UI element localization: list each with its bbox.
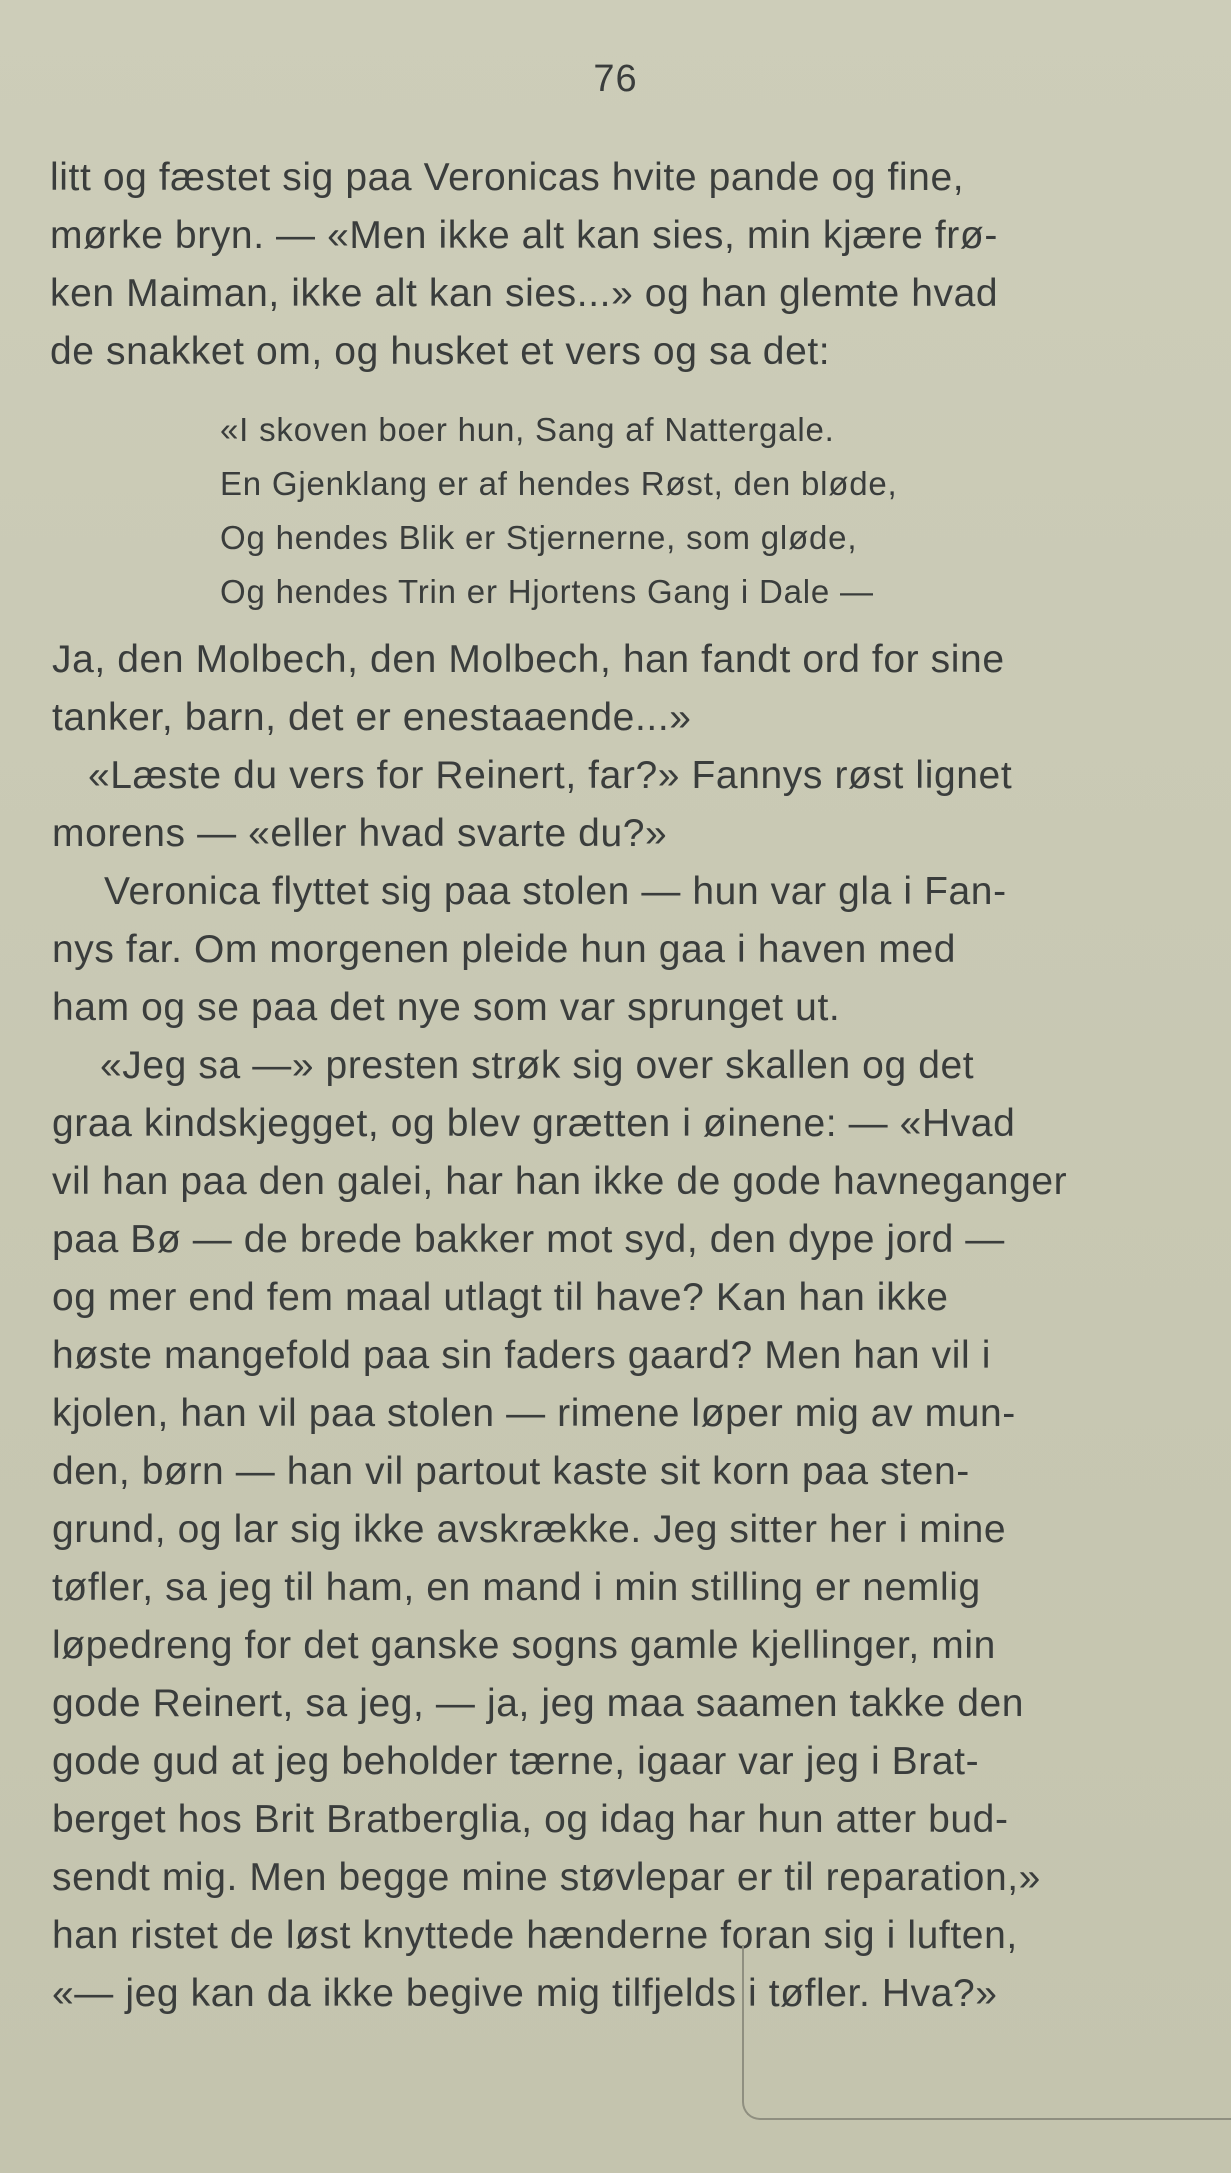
text-line: vil han paa den galei, har han ikke de gode havneganger	[52, 1160, 1068, 1203]
text-line: mørke bryn. — «Men ikke alt kan sies, min kjære frø-	[50, 214, 998, 257]
text-line: løpedreng for det ganske sogns gamle kjellinger, min	[52, 1624, 996, 1667]
verse-line: En Gjenklang er af hendes Røst, den bløde,	[220, 465, 898, 502]
text-line: Veronica flyttet sig paa stolen — hun var gla i Fan-	[104, 870, 1007, 913]
text-line: morens — «eller hvad svarte du?»	[52, 812, 668, 855]
text-line: berget hos Brit Bratberglia, og idag har hun atter bud-	[52, 1798, 1009, 1841]
text-line: gode gud at jeg beholder tærne, igaar var jeg i Brat-	[52, 1740, 980, 1783]
text-line: Ja, den Molbech, den Molbech, han fandt ord for sine	[52, 638, 1005, 681]
text-line: han ristet de løst knyttede hænderne foran sig i luften,	[52, 1914, 1018, 1957]
text-line: tøfler, sa jeg til ham, en mand i min stilling er nemlig	[52, 1566, 981, 1609]
verse-line: «I skoven boer hun, Sang af Nattergale.	[220, 411, 835, 448]
text-line: ken Maiman, ikke alt kan sies...» og han glemte hvad	[50, 272, 999, 315]
text-line: gode Reinert, sa jeg, — ja, jeg maa saamen takke den	[52, 1682, 1025, 1725]
verse-line: Og hendes Blik er Stjernerne, som gløde,	[220, 519, 858, 556]
text-line: «— jeg kan da ikke begive mig tilfjelds i tøfler. Hva?»	[52, 1972, 998, 2015]
text-line: grund, og lar sig ikke avskrække. Jeg sitter her i mine	[52, 1508, 1007, 1551]
page-number: 76	[593, 58, 638, 100]
text-line: tanker, barn, det er enestaaende...»	[52, 696, 692, 739]
text-line: sendt mig. Men begge mine støvlepar er til reparation,»	[52, 1856, 1041, 1899]
text-line: litt og fæstet sig paa Veronicas hvite pande og fine,	[50, 156, 965, 199]
text-line: kjolen, han vil paa stolen — rimene løper mig av mun-	[52, 1392, 1016, 1435]
text-line: de snakket om, og husket et vers og sa det:	[50, 330, 831, 373]
text-line: og mer end fem maal utlagt til have? Kan han ikke	[52, 1276, 949, 1319]
text-line: høste mangefold paa sin faders gaard? Men han vil i	[52, 1334, 991, 1377]
paper-edge-mark	[742, 1945, 1231, 2120]
text-line: paa Bø — de brede bakker mot syd, den dype jord —	[52, 1218, 1005, 1261]
text-line: nys far. Om morgenen pleide hun gaa i haven med	[52, 928, 957, 971]
verse-line: Og hendes Trin er Hjortens Gang i Dale —	[220, 573, 874, 610]
text-line: «Jeg sa —» presten strøk sig over skallen og det	[100, 1044, 975, 1087]
text-line: den, børn — han vil partout kaste sit korn paa sten-	[52, 1450, 970, 1493]
text-line: graa kindskjegget, og blev grætten i øinene: — «Hvad	[52, 1102, 1016, 1145]
text-line: ham og se paa det nye som var sprunget ut.	[52, 986, 841, 1029]
text-line: «Læste du vers for Reinert, far?» Fannys røst lignet	[88, 754, 1013, 797]
